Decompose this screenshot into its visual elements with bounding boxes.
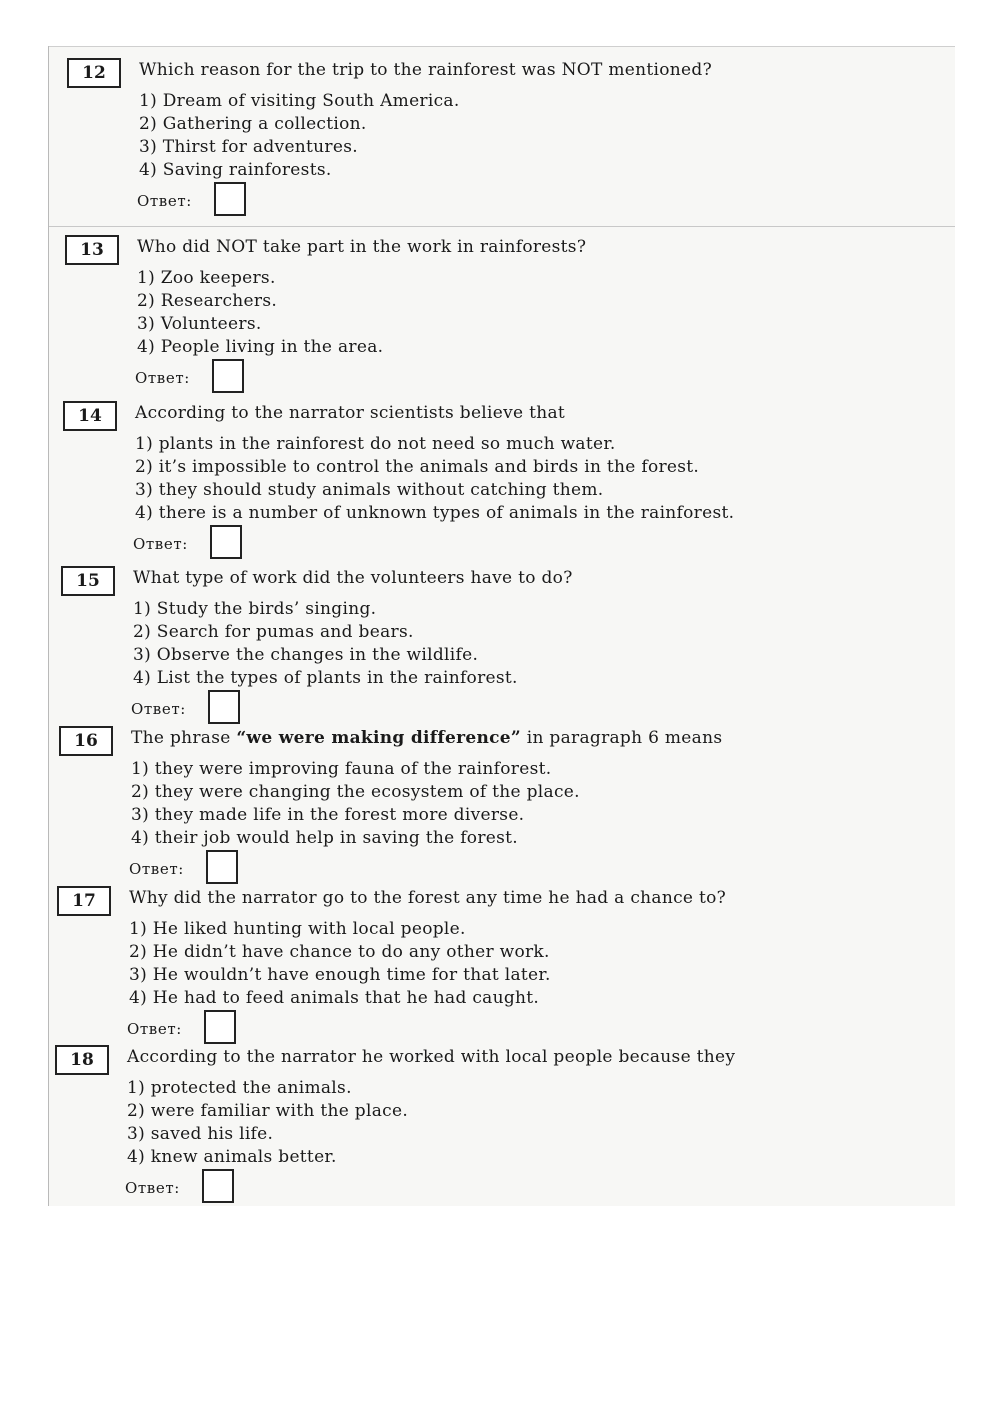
question-text: According to the narrator scientists believe that — [135, 403, 566, 423]
answer-label: Ответ: — [129, 860, 184, 878]
option: 2) Researchers. — [137, 291, 278, 311]
answer-label: Ответ: — [127, 1020, 182, 1038]
option: 2) He didn’t have chance to do any other work. — [129, 942, 550, 962]
answer-box[interactable] — [214, 182, 246, 216]
options-list — [129, 918, 551, 1010]
answer-label: Ответ: — [131, 700, 186, 718]
question-number: 17 — [57, 886, 111, 916]
question-number: 12 — [67, 58, 121, 88]
options-list — [137, 267, 383, 359]
options-list — [133, 598, 518, 690]
option: 1) they were improving fauna of the rainforest. — [131, 759, 552, 779]
option: 1) protected the animals. — [127, 1078, 352, 1098]
option: 2) Gathering a collection. — [139, 114, 367, 134]
sheet-top-border — [49, 46, 955, 47]
answer-box[interactable] — [202, 1169, 234, 1203]
question-number: 13 — [65, 235, 119, 265]
section-divider — [49, 226, 955, 227]
question-text-before: The phrase — [131, 728, 237, 748]
option: 2) Search for pumas and bears. — [133, 622, 414, 642]
option: 2) it’s impossible to control the animals and birds in the forest. — [135, 457, 700, 477]
question-number: 14 — [63, 401, 117, 431]
option: 4) there is a number of unknown types of animals in the rainforest. — [135, 503, 735, 523]
option: 3) Volunteers. — [137, 314, 262, 334]
options-list — [127, 1077, 408, 1169]
option: 4) He had to feed animals that he had caught. — [129, 988, 540, 1008]
option: 4) People living in the area. — [137, 337, 384, 357]
question-number: 18 — [55, 1045, 109, 1075]
option: 1) Zoo keepers. — [137, 268, 276, 288]
question-text: Why did the narrator go to the forest any time he had a chance to? — [129, 888, 727, 908]
option: 1) He liked hunting with local people. — [129, 919, 466, 939]
answer-box[interactable] — [210, 525, 242, 559]
question-text-after: in paragraph 6 means — [521, 728, 723, 748]
answer-label: Ответ: — [135, 369, 190, 387]
answer-box[interactable] — [212, 359, 244, 393]
option: 1) Study the birds’ singing. — [133, 599, 377, 619]
answer-box[interactable] — [208, 690, 240, 724]
answer-label: Ответ: — [125, 1179, 180, 1197]
question-text: Which reason for the trip to the rainforest was NOT mentioned? — [139, 60, 712, 80]
question-number: 16 — [59, 726, 113, 756]
options-list — [131, 758, 580, 850]
option: 3) they made life in the forest more diverse. — [131, 805, 525, 825]
option: 1) plants in the rainforest do not need so much water. — [135, 434, 616, 454]
option: 3) saved his life. — [127, 1124, 274, 1144]
option: 4) their job would help in saving the forest. — [131, 828, 518, 848]
question-text: What type of work did the volunteers have to do? — [133, 568, 573, 588]
quoted-phrase: “we were making difference” — [236, 728, 522, 748]
option: 4) Saving rainforests. — [139, 160, 332, 180]
option: 2) they were changing the ecosystem of the place. — [131, 782, 580, 802]
exam-sheet — [48, 46, 955, 1206]
option: 4) knew animals better. — [127, 1147, 337, 1167]
question-text: Who did NOT take part in the work in rainforests? — [137, 237, 587, 257]
options-list — [139, 90, 460, 182]
question-text: According to the narrator he worked with local people because they — [127, 1047, 736, 1067]
option: 2) were familiar with the place. — [127, 1101, 409, 1121]
question-text — [131, 728, 722, 748]
answer-box[interactable] — [206, 850, 238, 884]
answer-label: Ответ: — [133, 535, 188, 553]
option: 3) He wouldn’t have enough time for that later. — [129, 965, 551, 985]
question-number: 15 — [61, 566, 115, 596]
option: 3) Observe the changes in the wildlife. — [133, 645, 479, 665]
answer-label: Ответ: — [137, 192, 192, 210]
options-list — [135, 433, 734, 525]
option: 3) Thirst for adventures. — [139, 137, 358, 157]
option: 3) they should study animals without catching them. — [135, 480, 604, 500]
option: 1) Dream of visiting South America. — [139, 91, 460, 111]
answer-box[interactable] — [204, 1010, 236, 1044]
option: 4) List the types of plants in the rainforest. — [133, 668, 518, 688]
